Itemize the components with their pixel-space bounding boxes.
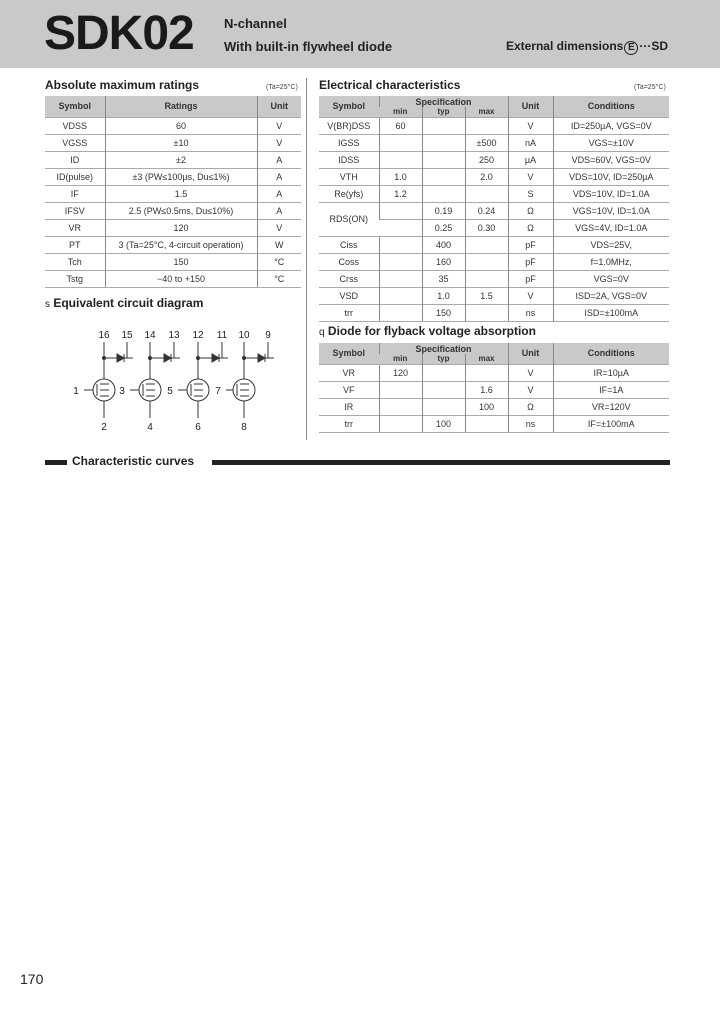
- diode-row: [319, 398, 669, 415]
- diode-table: [319, 343, 669, 433]
- column-divider: [306, 78, 307, 440]
- abs-max-cell: Tch: [45, 253, 105, 270]
- abs-max-cell: −40 to +150: [105, 270, 257, 287]
- elec-row: [319, 185, 669, 202]
- elec-cell: 0.24: [465, 202, 508, 219]
- diode-cell: V: [508, 364, 553, 381]
- elec-cell: VDS=10V, ID=250µA: [553, 168, 669, 185]
- elec-cell: VGS=4V, ID=1.0A: [553, 219, 669, 236]
- elec-cell: V: [508, 117, 553, 134]
- elec-row: [319, 287, 669, 304]
- diode-header-min: min: [379, 354, 422, 364]
- top-pin-label: 12: [192, 330, 204, 341]
- elec-cell: 1.5: [465, 287, 508, 304]
- abs-max-row: [45, 253, 301, 270]
- page-number: 170: [20, 971, 44, 987]
- diode-cell: 120: [379, 364, 422, 381]
- diode-title-text: Diode for flyback voltage absorption: [327, 324, 536, 338]
- elec-cell: 160: [422, 253, 465, 270]
- abs-max-header-ratings: Ratings: [105, 96, 257, 117]
- diode-cell: trr: [319, 415, 379, 432]
- elec-cell: VSD: [319, 287, 379, 304]
- elec-cell: [379, 304, 422, 321]
- bottom-pin-labels: [101, 422, 247, 433]
- abs-max-cell: A: [257, 168, 301, 185]
- top-pin-label: 10: [238, 330, 250, 341]
- part-number: SDK02: [44, 7, 194, 60]
- elec-cell: S: [508, 185, 553, 202]
- elec-cell: VGS=10V, ID=1.0A: [553, 202, 669, 219]
- top-pin-label: 11: [216, 330, 228, 341]
- abs-max-cell: 60: [105, 117, 257, 134]
- equivalent-circuit-diagram: [60, 322, 300, 434]
- abs-max-cell: PT: [45, 236, 105, 253]
- elec-cell: VDS=25V,: [553, 236, 669, 253]
- diode-cell: 100: [465, 398, 508, 415]
- elec-cell: Ω: [508, 219, 553, 236]
- diode-cell: [465, 364, 508, 381]
- elec-cell: VDS=10V, ID=1.0A: [553, 185, 669, 202]
- elec-header-symbol: Symbol: [319, 96, 379, 117]
- abs-max-cell: Tstg: [45, 270, 105, 287]
- diode-cell: 100: [422, 415, 465, 432]
- elec-cell: 1.2: [379, 185, 422, 202]
- diode-cell: V: [508, 381, 553, 398]
- diode-icon: [258, 354, 265, 362]
- elec-cell: VGS=0V: [553, 270, 669, 287]
- elec-cell: µA: [508, 151, 553, 168]
- diode-cell: ns: [508, 415, 553, 432]
- abs-max-cell: A: [257, 151, 301, 168]
- elec-cell: [379, 219, 422, 236]
- elec-row: [319, 202, 669, 219]
- bottom-pin-label: 2: [101, 422, 107, 433]
- elec-cell: ID=250µA, VGS=0V: [553, 117, 669, 134]
- abs-max-cell: VGSS: [45, 134, 105, 151]
- elec-cell: Ciss: [319, 236, 379, 253]
- elec-cell: f=1.0MHz,: [553, 253, 669, 270]
- bottom-pin-label: 8: [241, 422, 247, 433]
- elec-condition: (Ta=25°C): [634, 84, 666, 91]
- elec-cell: [465, 117, 508, 134]
- elec-cell: [422, 168, 465, 185]
- abs-max-row: [45, 168, 301, 185]
- abs-max-cell: 2.5 (PW≤0.5ms, Du≤10%): [105, 202, 257, 219]
- abs-max-cell: IF: [45, 185, 105, 202]
- elec-cell: 0.19: [422, 202, 465, 219]
- subtitle-channel: N-channel: [224, 16, 287, 31]
- elec-cell: [422, 151, 465, 168]
- elec-cell: ±500: [465, 134, 508, 151]
- elec-cell: [379, 134, 422, 151]
- elec-cell: V(BR)DSS: [319, 117, 379, 134]
- diode-title: [319, 324, 536, 338]
- abs-max-cell: ID(pulse): [45, 168, 105, 185]
- abs-max-row: [45, 134, 301, 151]
- ext-dim-label: External dimensions: [505, 39, 624, 53]
- diode-row: [319, 415, 669, 432]
- diode-header-symbol: Symbol: [319, 343, 379, 364]
- abs-max-header-symbol: Symbol: [45, 96, 105, 117]
- elec-row: [319, 304, 669, 321]
- diode-cell: [379, 381, 422, 398]
- abs-max-cell: V: [257, 134, 301, 151]
- curves-title: Characteristic curves: [72, 454, 195, 468]
- elec-cell: pF: [508, 270, 553, 287]
- left-pin-label: 3: [119, 386, 125, 397]
- diode-cell: [465, 415, 508, 432]
- elec-row: [319, 236, 669, 253]
- diode-cell: IF=1A: [553, 381, 669, 398]
- abs-max-cell: °C: [257, 270, 301, 287]
- diode-cell: VF: [319, 381, 379, 398]
- elec-row: [319, 134, 669, 151]
- elec-cell: [422, 117, 465, 134]
- elec-cell: ISD=2A, VGS=0V: [553, 287, 669, 304]
- abs-max-cell: ID: [45, 151, 105, 168]
- ext-dim-code-icon: E: [624, 41, 638, 55]
- abs-max-row: [45, 219, 301, 236]
- elec-row: [319, 168, 669, 185]
- diode-cell: VR: [319, 364, 379, 381]
- abs-max-cell: °C: [257, 253, 301, 270]
- elec-row: [319, 151, 669, 168]
- diode-icon: [117, 354, 124, 362]
- diode-header-typ: typ: [422, 354, 465, 364]
- elec-cell: VDS=60V, VGS=0V: [553, 151, 669, 168]
- abs-max-cell: W: [257, 236, 301, 253]
- diode-header-max: max: [465, 354, 508, 364]
- diode-row: [319, 364, 669, 381]
- elec-cell: [422, 185, 465, 202]
- elec-cell: 0.30: [465, 219, 508, 236]
- elec-cell: Ω: [508, 202, 553, 219]
- diode-cell: IR=10µA: [553, 364, 669, 381]
- top-pin-labels: [98, 330, 271, 341]
- elec-cell: 2.0: [465, 168, 508, 185]
- diode-cell: Ω: [508, 398, 553, 415]
- abs-max-cell: VR: [45, 219, 105, 236]
- diode-icon: [164, 354, 171, 362]
- abs-max-cell: 120: [105, 219, 257, 236]
- top-pin-label: 9: [265, 330, 271, 341]
- diode-header-spec: Specification: [379, 343, 508, 354]
- circuit-marker: s: [45, 299, 50, 310]
- diode-cell: [379, 415, 422, 432]
- elec-cell: 0.25: [422, 219, 465, 236]
- elec-cell: Re(yfs): [319, 185, 379, 202]
- elec-cell: [379, 236, 422, 253]
- elec-cell: 150: [422, 304, 465, 321]
- elec-cell: ns: [508, 304, 553, 321]
- elec-cell: 60: [379, 117, 422, 134]
- elec-cell: Crss: [319, 270, 379, 287]
- elec-cell: 400: [422, 236, 465, 253]
- left-pin-labels: [73, 386, 221, 397]
- circuit-title-text: Equivalent circuit diagram: [53, 296, 204, 310]
- elec-cell: trr: [319, 304, 379, 321]
- abs-max-cell: IFSV: [45, 202, 105, 219]
- diode-cell: [422, 398, 465, 415]
- top-pin-label: 13: [168, 330, 180, 341]
- abs-max-row: [45, 117, 301, 134]
- elec-cell: V: [508, 168, 553, 185]
- elec-cell: [465, 236, 508, 253]
- elec-header-max: max: [465, 107, 508, 117]
- external-dimensions: [506, 39, 668, 55]
- diode-cell: [379, 398, 422, 415]
- elec-cell: [379, 253, 422, 270]
- abs-max-row: [45, 236, 301, 253]
- elec-cell: 1.0: [379, 168, 422, 185]
- elec-header-unit: Unit: [508, 96, 553, 117]
- abs-max-cell: V: [257, 117, 301, 134]
- curves-bar-right: [212, 460, 670, 465]
- elec-cell: pF: [508, 253, 553, 270]
- elec-cell: [465, 253, 508, 270]
- diode-cell: [422, 364, 465, 381]
- abs-max-row: [45, 270, 301, 287]
- diode-header-unit: Unit: [508, 343, 553, 364]
- elec-cell: VTH: [319, 168, 379, 185]
- elec-cell: 1.0: [422, 287, 465, 304]
- elec-row: [319, 270, 669, 287]
- top-pin-label: 16: [98, 330, 110, 341]
- bottom-pin-label: 4: [147, 422, 153, 433]
- elec-row: [319, 253, 669, 270]
- elec-cell: [422, 134, 465, 151]
- abs-max-cell: A: [257, 185, 301, 202]
- ext-dim-suffix: ···SD: [639, 39, 668, 53]
- elec-cell: ISD=±100mA: [553, 304, 669, 321]
- elec-cell: [465, 270, 508, 287]
- abs-max-cell: ±3 (PW≤100µs, Du≤1%): [105, 168, 257, 185]
- elec-cell: IGSS: [319, 134, 379, 151]
- top-pin-label: 15: [121, 330, 133, 341]
- abs-max-cell: 3 (Ta=25°C, 4-circuit operation): [105, 236, 257, 253]
- bottom-pin-label: 6: [195, 422, 201, 433]
- diode-cell: [422, 381, 465, 398]
- diode-header-conditions: Conditions: [553, 343, 669, 364]
- abs-max-cell: 150: [105, 253, 257, 270]
- diode-row: [319, 381, 669, 398]
- elec-cell: Coss: [319, 253, 379, 270]
- diode-cell: IR: [319, 398, 379, 415]
- abs-max-row: [45, 202, 301, 219]
- abs-max-condition: (Ta=25°C): [266, 84, 298, 91]
- elec-header-conditions: Conditions: [553, 96, 669, 117]
- elec-row: [319, 117, 669, 134]
- curves-bar-left: [45, 460, 67, 465]
- left-pin-label: 5: [167, 386, 173, 397]
- elec-cell: [465, 304, 508, 321]
- abs-max-cell: ±10: [105, 134, 257, 151]
- top-pin-label: 14: [144, 330, 156, 341]
- elec-cell: [379, 270, 422, 287]
- abs-max-cell: VDSS: [45, 117, 105, 134]
- abs-max-cell: ±2: [105, 151, 257, 168]
- elec-cell: V: [508, 287, 553, 304]
- diode-cell: 1.6: [465, 381, 508, 398]
- diode-icon: [212, 354, 219, 362]
- diode-cell: VR=120V: [553, 398, 669, 415]
- abs-max-cell: V: [257, 219, 301, 236]
- elec-title: Electrical characteristics: [319, 78, 461, 92]
- abs-max-header-unit: Unit: [257, 96, 301, 117]
- abs-max-table: [45, 96, 301, 288]
- elec-cell: pF: [508, 236, 553, 253]
- abs-max-title: Absolute maximum ratings: [45, 78, 200, 92]
- abs-max-cell: 1.5: [105, 185, 257, 202]
- elec-cell: VGS=±10V: [553, 134, 669, 151]
- diode-marker: q: [319, 327, 325, 338]
- abs-max-row: [45, 151, 301, 168]
- left-pin-label: 1: [73, 386, 79, 397]
- elec-cell: 35: [422, 270, 465, 287]
- circuit-title: [45, 296, 203, 310]
- elec-header-min: min: [379, 107, 422, 117]
- circuit-shapes: [84, 342, 274, 418]
- abs-max-cell: A: [257, 202, 301, 219]
- elec-cell: nA: [508, 134, 553, 151]
- elec-cell: IDSS: [319, 151, 379, 168]
- abs-max-row: [45, 185, 301, 202]
- left-pin-label: 7: [215, 386, 221, 397]
- diode-cell: IF=±100mA: [553, 415, 669, 432]
- elec-cell: [379, 287, 422, 304]
- elec-cell: 250: [465, 151, 508, 168]
- subtitle-diode: With built-in flywheel diode: [224, 39, 393, 54]
- elec-header-spec: Specification: [379, 96, 508, 107]
- elec-cell: [465, 185, 508, 202]
- elec-cell: [379, 202, 422, 219]
- elec-header-typ: typ: [422, 107, 465, 117]
- elec-cell: RDS(ON): [319, 202, 379, 236]
- elec-table: [319, 96, 669, 322]
- elec-cell: [379, 151, 422, 168]
